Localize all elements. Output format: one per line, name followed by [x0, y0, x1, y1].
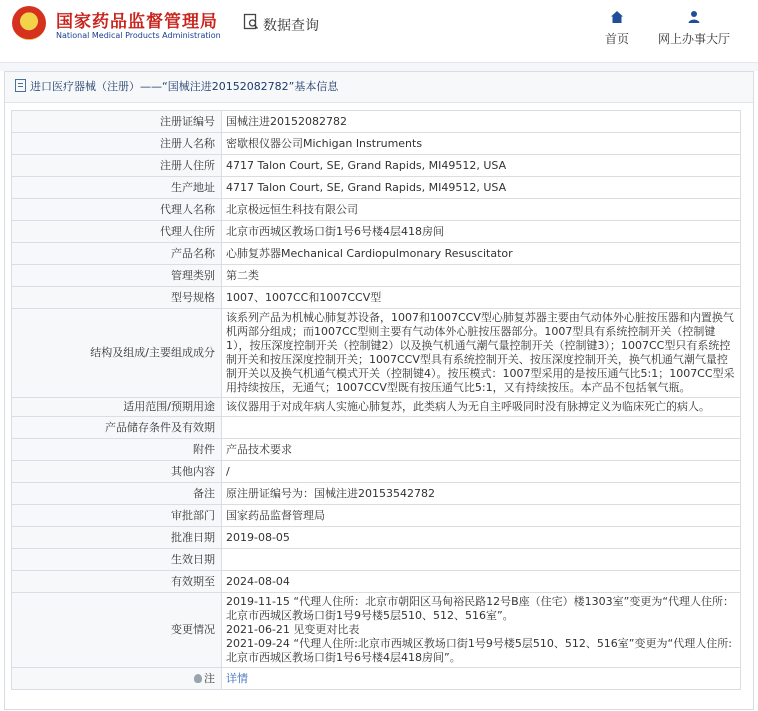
row-label: 生产地址 — [12, 177, 222, 199]
nav-online-office[interactable] — [650, 10, 738, 47]
row-label: 注册证编号 — [12, 111, 222, 133]
row-label: 适用范围/预期用途 — [12, 398, 222, 417]
home-icon — [610, 10, 624, 24]
table-row — [12, 398, 741, 417]
row-value: 国械注进20152082782 — [222, 111, 741, 133]
row-value: 心肺复苏器Mechanical Cardiopulmonary Resuscitator — [222, 243, 741, 265]
note-label: 注 — [204, 671, 215, 685]
table-row — [12, 461, 741, 483]
table-row — [12, 593, 741, 668]
national-emblem-logo — [12, 6, 46, 40]
row-label: 代理人名称 — [12, 199, 222, 221]
row-label: 附件 — [12, 439, 222, 461]
row-value: 4717 Talon Court, SE, Grand Rapids, MI49512, USA — [222, 177, 741, 199]
row-value: / — [222, 461, 741, 483]
row-value — [222, 417, 741, 439]
table-row — [12, 571, 741, 593]
row-value: 国家药品监督管理局 — [222, 505, 741, 527]
row-label: 其他内容 — [12, 461, 222, 483]
row-label: 批准日期 — [12, 527, 222, 549]
row-value: 1007、1007CC和1007CCV型 — [222, 287, 741, 309]
row-label: 产品储存条件及有效期 — [12, 417, 222, 439]
row-value: 北京极远恒生科技有限公司 — [222, 199, 741, 221]
row-value — [222, 549, 741, 571]
table-row — [12, 439, 741, 461]
table-row — [12, 668, 741, 690]
row-value: 第二类 — [222, 265, 741, 287]
table-row — [12, 243, 741, 265]
row-value: 密歇根仪器公司Michigan Instruments — [222, 133, 741, 155]
breadcrumb — [5, 72, 753, 103]
user-icon — [687, 10, 701, 24]
header-divider-band — [0, 63, 758, 71]
row-value: 产品技术要求 — [222, 439, 741, 461]
table-row — [12, 133, 741, 155]
document-icon — [15, 79, 26, 92]
table-row — [12, 417, 741, 439]
table-row — [12, 287, 741, 309]
row-label: 生效日期 — [12, 549, 222, 571]
details-link[interactable]: 详情 — [226, 671, 248, 685]
breadcrumb-text: 进口医疗器械（注册）——“国械注进20152082782”基本信息 — [30, 80, 339, 93]
table-row — [12, 177, 741, 199]
row-label: 注册人住所 — [12, 155, 222, 177]
row-label: 产品名称 — [12, 243, 222, 265]
table-row — [12, 111, 741, 133]
row-label: 注册人名称 — [12, 133, 222, 155]
table-row — [12, 199, 741, 221]
lightbulb-icon — [194, 674, 202, 683]
brand-name-en: National Medical Products Administration — [56, 31, 221, 40]
row-label: 变更情况 — [12, 593, 222, 668]
detail-table — [11, 110, 741, 690]
table-row — [12, 155, 741, 177]
table-row — [12, 221, 741, 243]
row-label: 管理类别 — [12, 265, 222, 287]
row-value: 2019-08-05 — [222, 527, 741, 549]
row-label-note — [12, 668, 222, 690]
table-row — [12, 265, 741, 287]
section-title: 数据查询 — [263, 18, 319, 34]
row-value: 2024-08-04 — [222, 571, 741, 593]
table-row — [12, 483, 741, 505]
nav-home[interactable] — [582, 10, 652, 47]
row-value: 该仪器用于对成年病人实施心肺复苏，此类病人为无自主呼吸同时没有脉搏定义为临床死亡的病人。 — [222, 398, 741, 417]
row-value: 该系列产品为机械心肺复苏设备，1007和1007CCV型心肺复苏器主要由气动体外心脏按压器和内置换气机两部分组成；而1007CC型则主要有气动体外心脏按压器部分。1007型具有系统控制开关（控制键1），按压深度控制开关（控制键2）以及换气机通气潮气量控制开关（控制键3）；1007CC型只有系统控制开关和按压深度控制开关；1007CCV型具有系统控制开关、按压深度控制开关，换气机通气潮气量控制开关以及换气机通气模式开关（控制键4）。按压模式：1007型采用的是按压通气比5:1；1007CC型采用持续按压，无通气；1007CCV型既有按压通气比5:1，又有持续按压。本产品不包括氧气瓶。 — [222, 309, 741, 398]
table-row — [12, 527, 741, 549]
table-row — [12, 549, 741, 571]
row-label: 结构及组成/主要组成成分 — [12, 309, 222, 398]
row-label: 备注 — [12, 483, 222, 505]
change-history: 2019-11-15 “代理人住所：北京市朝阳区马甸裕民路12号B座（住宅）楼1303室”变更为“代理人住所：北京市西城区教场口街1号9号楼5层510、512、516室”。 2021-06-21 见变更对比表 2021-09-24 “代理人住所:北京市西城区教场口街1号9号楼5层510、512、516室”变更为“代理人住所:北京市西城区教场口街1号6号楼4层418房间”。 — [222, 593, 741, 668]
detail-card — [4, 71, 754, 710]
table-row — [12, 309, 741, 398]
nav-home-label: 首页 — [604, 32, 629, 46]
row-value: 原注册证编号为：国械注进20153542782 — [222, 483, 741, 505]
row-value: 4717 Talon Court, SE, Grand Rapids, MI49512, USA — [222, 155, 741, 177]
row-label: 型号规格 — [12, 287, 222, 309]
brand-name-cn: 国家药品监督管理局 — [56, 12, 218, 32]
table-row — [12, 505, 741, 527]
row-value: 北京市西城区教场口街1号6号楼4层418房间 — [222, 221, 741, 243]
nav-online-office-label: 网上办事大厅 — [657, 32, 730, 46]
row-label: 审批部门 — [12, 505, 222, 527]
site-header — [0, 0, 758, 63]
row-label: 代理人住所 — [12, 221, 222, 243]
data-query-icon — [243, 13, 259, 31]
row-label: 有效期至 — [12, 571, 222, 593]
